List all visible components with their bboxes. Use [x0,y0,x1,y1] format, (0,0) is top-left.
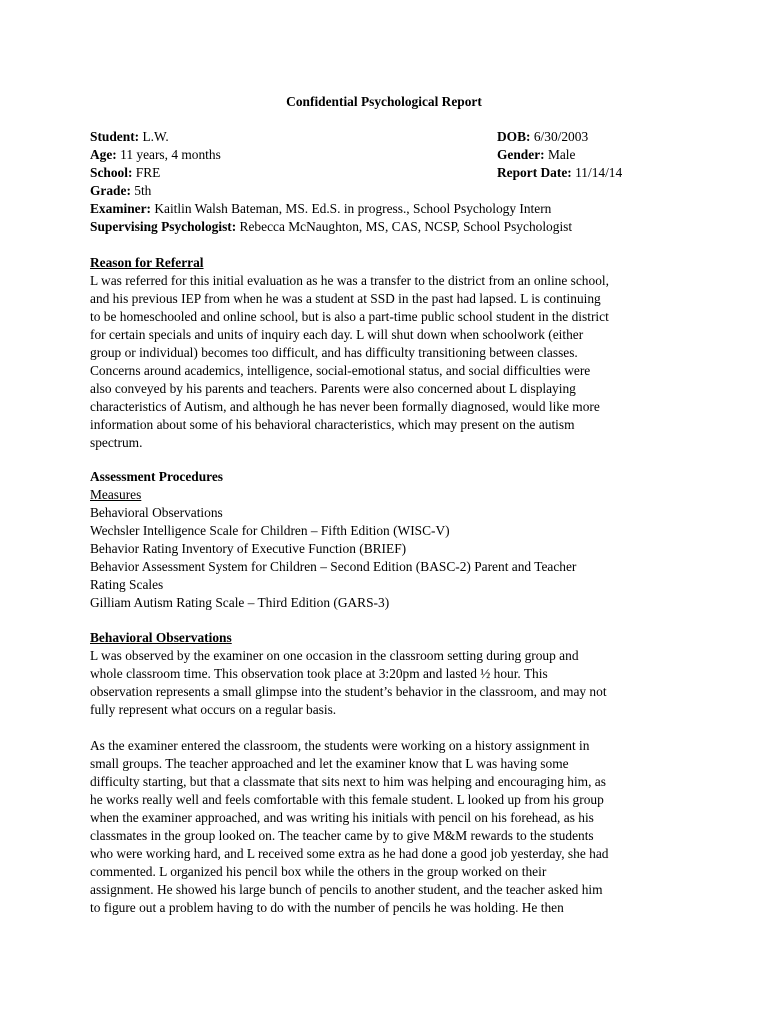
referral-line: characteristics of Autism, and although he has never been formally diagnosed, would like more [90,399,600,414]
observation-line: commented. L organized his pencil box while the others in the group worked on their [90,864,547,879]
referral-line: group or individual) becomes too difficult, and has difficulty transitioning between classes. [90,345,578,360]
observation-line: he works really well and feels comfortable with this female student. L looked up from his group [90,792,604,807]
measures-subheading: Measures [90,487,142,502]
school-field: School: FRE [90,165,161,180]
observation-line: observation represents a small glimpse into the student’s behavior in the classroom, and may not [90,684,607,699]
observation-line: who were working hard, and L received some extra as he had done a good job yesterday, she had [90,846,609,861]
referral-line: information about some of his behavioral characteristics, which may present on the autism [90,417,575,432]
report-date-field: Report Date: 11/14/14 [497,165,623,180]
referral-line: L was referred for this initial evaluation as he was a transfer to the district from an online school, [90,273,609,288]
observation-line: small groups. The teacher approached and let the examiner know that L was having some [90,756,569,771]
measure-item: Wechsler Intelligence Scale for Children – Fifth Edition (WISC-V) [90,523,450,538]
assessment-heading: Assessment Procedures [90,469,224,484]
observation-line: L was observed by the examiner on one occasion in the classroom setting during group and [90,648,579,663]
observation-line: when the examiner approached, and was writing his initials with pencil on his forehead, as his [90,810,594,825]
dob-field: DOB: 6/30/2003 [497,129,589,144]
measure-item: Rating Scales [90,577,164,592]
referral-line: for certain specials and units of inquiry each day. L will shut down when schoolwork (either [90,327,584,342]
referral-line: also conveyed by his parents and teachers. Parents were also concerned about L displaying [90,381,576,396]
supervisor-field: Supervising Psychologist: Rebecca McNaughton, MS, CAS, NCSP, School Psychologist [90,219,573,234]
grade-field: Grade: 5th [90,183,152,198]
observation-line: difficulty starting, but that a classmate that sits next to him was helping and encouraging him, as [90,774,606,789]
observation-line: assignment. He showed his large bunch of pencils to another student, and the teacher asked him [90,882,603,897]
observation-line: fully represent what occurs on a regular basis. [90,702,337,717]
referral-line: Concerns around academics, intelligence, social-emotional status, and social difficulties were [90,363,591,378]
observation-line: whole classroom time. This observation took place at 3:20pm and lasted ½ hour. This [90,666,548,681]
measure-item: Behavior Assessment System for Children – Second Edition (BASC-2) Parent and Teacher [90,559,577,574]
examiner-field: Examiner: Kaitlin Walsh Bateman, MS. Ed.S. in progress., School Psychology Intern [90,201,552,216]
observation-line: classmates in the group looked on. The teacher came by to give M&M rewards to the students [90,828,594,843]
referral-line: and his previous IEP from when he was a student at SSD in the past had lapsed. L is continuing [90,291,601,306]
observation-line: to figure out a problem having to do with the number of pencils he was holding. He then [90,900,564,915]
measure-item: Behavioral Observations [90,505,223,520]
observation-line: As the examiner entered the classroom, the students were working on a history assignment in [90,738,590,753]
report-title: Confidential Psychological Report [286,94,482,109]
referral-line: spectrum. [90,435,143,450]
measure-item: Behavior Rating Inventory of Executive Function (BRIEF) [90,541,407,556]
student-field: Student: L.W. [90,129,169,144]
measure-item: Gilliam Autism Rating Scale – Third Edition (GARS-3) [90,595,390,610]
referral-heading: Reason for Referral [90,255,204,270]
age-field: Age: 11 years, 4 months [90,147,221,162]
gender-field: Gender: Male [497,147,576,162]
referral-line: to be homeschooled and online school, but is also a part-time public school student in the district [90,309,609,324]
observations-heading: Behavioral Observations [90,630,232,645]
